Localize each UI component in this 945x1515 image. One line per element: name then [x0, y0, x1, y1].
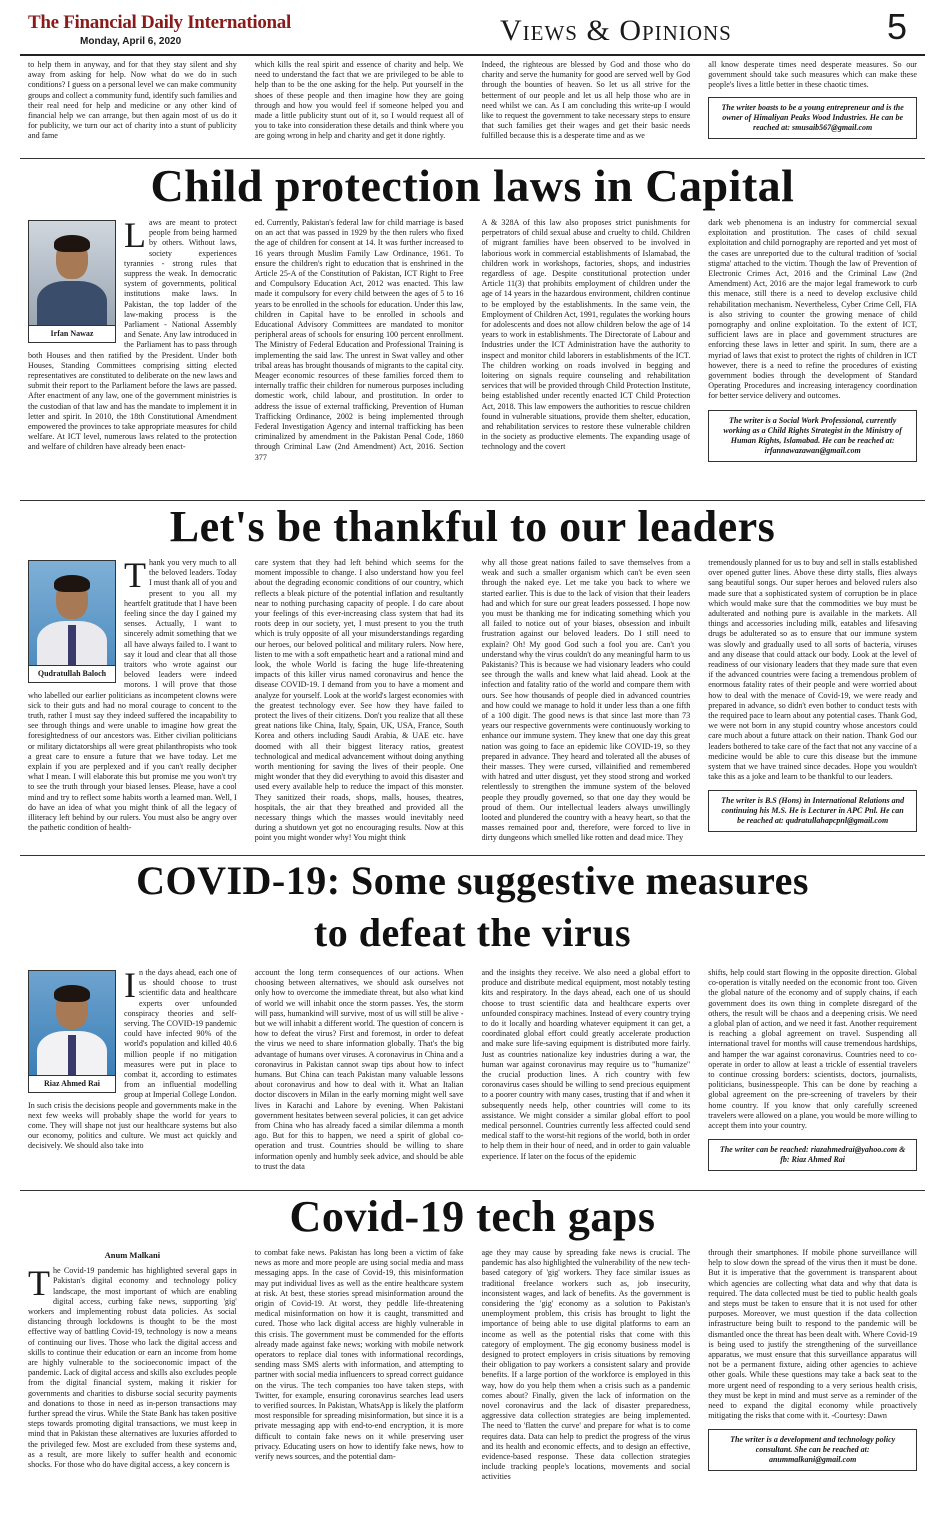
- author-bio: The writer is a development and technology policy consultant. She can be reached at: anummalkani@gmail.com: [708, 1429, 917, 1471]
- column: [482, 558, 691, 850]
- column: [255, 968, 464, 1186]
- body-text: and the insights they receive. We also need a global effort to produce and distribute medical equipment, most notably testing kits and respiratory. In the days ahead, each one of us should choose to trust scientific data and healthcare experts over unfounded conspiracy machines. Instead of every country trying to do it locally and hoarding whatever equipment it can get, a coordinated global effort could greatly accelerate production and make sure life-saving equipment is distributed more fairly. Just as countries nationalize key industries during a war, the human war against coronavirus may require us to "humanize" the crucial production lines. A rich country with few coronavirus cases should be willing to send precious equipment to a poorer country with many cases, trusting that if and when it subsequently needs help, other countries will come to its assistance. We might consider a similar global effort to pool medical personnel. Countries currently less affected could send medical staff to the worst-hit regions of the world, both in order to help them in their hour of need, and in order to gain valuable experience. If later on the focus of the epidemic: [481, 968, 691, 1161]
- body-text: to combat fake news. Pakistan has long been a victim of fake news as more and more people are using social media and mass messaging apps. In the case of Covid-19, this misinformation may put individual lives as well as the entire healthcare system at risk. At best, these stories spread misinformation around the origin of Covid-19. At worst, they peddle life-threatening medical misinformation on how it is caught, transmitted and cured. Those who lack digital access are highly vulnerable in this crisis. The government must be commended for the efforts already made against fake news; working with mobile network operators to replace dial tones with informational recordings, sending mass SMS alerts with information, and attempting to partner with social media influencers to spread correct guidance on the virus. The tech companies too have taken steps, with Twitter, for example, ensuring coronavirus searches lead users to verified sources. In Pakistan, WhatsApp is likely the platform most responsible for spreading misinformation, but since it is a private messaging app with end-to-end encryption, it is more difficult to contain fake news on it while preserving user privacy. Educating users on how to identify fake news, how to verify news sources, and the potential dam-: [254, 1248, 464, 1462]
- article-headline: [20, 855, 925, 959]
- author-byline: Anum Malkani: [104, 1250, 161, 1260]
- column: [708, 1248, 917, 1506]
- portrait-image: [29, 971, 115, 1075]
- body-text: A & 328A of this law also proposes strict punishments for perpetrators of child sexual abuse and cruelty to child. Children of migrant families have been observed to be involved in laborious work in commercial establishments of Islamabad, the children work in workshops, factories, shops, and industries regardless of age. Despite constitutional protection under Article 11(3) that prohibits employment of children under the age of 14 years in the hazardous environment, children continue to be employed by the establishments. In the same vein, the Employment of Children Act, 1991, regulates the working hours for adolescents and does not allow children below the age of 14 years to work in establishments. The Directorate of Labour and Industries under the ICT Administration have the authority to inspect and monitor child laborers in establishments of the ICT. The children working on roads involved in begging and loitering on signals require counseling and rehabilitation services that will be provided through Child Protection Institute, being established under recently enacted ICT Child Protection Act, 2018. This law empowers the authorities to rescue children found in vulnerable situations, provide them shelter, education, and rehabilitation services to restore these vulnerable children in the society as productive elements. The expanding usage of technology and the covert: [481, 218, 691, 452]
- column: [708, 60, 917, 154]
- author-name: Riaz Ahmed Rai: [29, 1075, 115, 1092]
- author-bio: The writer can be reached: riazahmedrai@yahoo.com & fb: Riaz Ahmed Rai: [708, 1139, 917, 1171]
- column: [255, 218, 464, 496]
- body-text: shifts, help could start flowing in the opposite direction. Global co-operation is vitally needed on the economic front too. Given the global nature of the economy and of supply chains, if each government does its own thing in complete disregard of the others, the result will be chaos and a deepening crisis. We need a global plan of action, and we need it fast. Another requirement is reaching a global agreement on travel. Suspending all international travel for months will cause tremendous hardships, and hamper the war against coronavirus. Countries need to co-operate in order to allow at least a trickle of essential travelers to continue crossing borders: scientists, doctors, journalists, politicians, businesspeople. This can be done by reaching a global agreement on the pre-screening of travelers by their home country. If you know that only carefully screened travelers were allowed on a plane, you would be more willing to accept them into your country.: [708, 968, 917, 1131]
- column: [482, 218, 691, 496]
- author-photo: [28, 560, 116, 683]
- body-text: dark web phenomena is an industry for commercial sexual exploitation and prostitution. The cases of child sexual exploitation and child pornography are reported and yet most of the cases are unreported due to the cultural tradition of 'social stigma' attached to the victim. Though the law of Prevention of Electronic Crimes Act, 2016 and the Criminal Law (2nd Amendment) Act, 2016 are the major legal framework to curb this menace, still there is a need to develop exclusive child rehabilitation mechanism. Nevertheless, Cyber Crime Cell, FIA is also striving to counter the growing menace of child pornography and online exploitation. To the extent of ICT, sufficient laws are in place and government structures are enforcing these laws in letter and spirit. In sum, there are a myriad of laws that exist to protect the rights of children in ICT however, there is a need to refine the procedures of existing government bodies through the development of Standard Operating Procedures and increasing interagency coordination for better service delivery and outcomes.: [708, 218, 917, 401]
- drop-cap: T: [28, 1263, 50, 1304]
- column: [482, 1248, 691, 1506]
- author-photo: [28, 220, 116, 343]
- column: [28, 60, 237, 154]
- column: [255, 558, 464, 850]
- paper-name: The Financial Daily International: [28, 12, 291, 33]
- portrait-image: [29, 221, 115, 325]
- body-text: why all those great nations failed to save themselves from a weak and such a smaller organism which can't be even seen through the naked eye. Let me take you back to where we started earlier. This is due to the lack of vision that their leaders had and which for sure our great leaders possessed. I hope now you must be thanking me for indicating something which you all failed to notice out of your biases, obsession and inbuilt frustration against our beloved leaders. Do I still need to explain? Oh! My good God such a fool you are. Can't you understand why the virus couldn't do any meaningful harm to us Pakistanis? This is because we had visionary leaders who could see through the walls and knew what laid ahead. Look at the infection and fatality ratio of the world and compare them with ours. See how thousands of people died in advanced countries and how could we manage to hold it under less than a one fifth of a 100 digit. The good news is that since last more than 73 years our respective governments were continuously working to enhance our immune system. They knew that one day this great nation was going to face an epidemic like COVID-19, so they prepared in advance. They heard and tolerated all the abuses of their masses. They were cursed, villainified and remembered with hatred and utter disgust, yet they stood strong and worked relentlessly to strengthen the immune system of the beloved people they proudly governed, so that one day they would be proud of them. Our intellectual leaders always unwillingly looted and plundered the country with a heavy heart, so that the masses remained poor and, therefore, were forced to live in dirty dungeons which smelled like rotten and dead mice. They: [481, 558, 691, 843]
- column: [28, 558, 237, 850]
- body-text: through their smartphones. If mobile phone surveillance will help to slow down the spread of the virus then it must be done. But it is imperative that the government is transparent about which agencies are collecting what data and why that data is required. The data collected must be tied to public health goals and steps must be taken to ensure that it is not used for other purposes. Moreover, we must question if the data collection infrastructure being built to respond to the pandemic will be dismantled once the threat has been dealt with. Where Covid-19 is being used to justify the strengthening of the surveillance apparatus, we must ensure that this surveillance apparatus will not be a permanent fixture, aiding other agencies to achieve other goals. While these questions may take a back seat to the more urgent need of responding to a very serious health crisis, they must be kept in mind and must serve as a reminder of the need to expand the digital economy while proactively mitigating the risks that come with it. -Courtesy: Dawn: [708, 1248, 917, 1421]
- body-text: age they may cause by spreading fake news is crucial. The pandemic has also highlighted the vulnerability of the new tech-based category of 'gig' workers. They face similar issues as traditional freelance workers such as, job insecurity, inconsistent wages, and lack of benefits. As the government is considering the 'gig' economy as a solution to Pakistan's unemployment problem, this crisis has brought to light the importance of being able to use digital platforms to earn an income as well as the potential risks that come with this category of employment. The gig economy business model is designed to protect employers in crisis situations by removing their obligation to pay workers a consistent salary and provide benefits. If a large portion of the workforce is employed in this way, how do you help them when a crisis such as a pandemic comes about? Finally, given the lack of information on the novel coronavirus and the lack of disaster preparedness, aggressive data collection strategies are being implemented. The need to 'flatten the curve' and prepare for what is to come requires data. Data can help to predict the progress of the virus and its health and economic effects, and to design an effective, evidence-based response. These data collection strategies include tracking people's locations, movements and social activities: [481, 1248, 691, 1482]
- author-name: Irfan Nawaz: [29, 325, 115, 342]
- author-bio: The writer is a Social Work Professional, currently working as a Child Rights Strategist in the Ministry of Human Rights, Islamabad. He can be reached at: irfannawazawan@gmail.com: [708, 410, 917, 462]
- column: [482, 60, 691, 154]
- continued-article: [28, 60, 917, 154]
- drop-cap: T: [124, 558, 146, 595]
- drop-cap: L: [124, 218, 146, 255]
- section-title: Views & Opinions: [500, 14, 732, 47]
- body-text: which kills the real spirit and essence of charity and help. We need to understand the fact that we are privileged to be able to help than to be the one asking for the help. Put yourself in the shoes of these people and then imagine how they are going through and how you would feel if someone helped you and made a little publicity stunt out of it, so I would request all of you to take into consideration these details and think where you are going wrong in help and charity and get it done rightly.: [254, 60, 464, 141]
- column: [28, 218, 237, 496]
- masthead: [20, 6, 925, 56]
- author-name: Qudratullah Baloch: [29, 665, 115, 682]
- body-text: n the days ahead, each one of us should choose to trust scientific data and healthcare experts over unfounded conspiracy theories and self-serving. The COVID-19 pandemic could have infected 90% of the world's population and killed 40.6 million people if no mitigation measures were put in place to combat it, according to estimates from an influential modelling group at Imperial College London. In such crisis the decisions people and governments make in the next few weeks will probably shape the world for years to come. They will shape not just our healthcare systems but also our economy, politics and culture. We must act quickly and decisively. We should also take into: [28, 968, 237, 1151]
- headline-line: COVID-19: Some suggestive measures: [136, 858, 809, 903]
- author-bio: The writer boasts to be a young entrepreneur and is the owner of Himaliyan Peaks Wood Industries. He can be reached at: smusaib567@gmail.com: [708, 97, 917, 139]
- body-text: tremendously planned for us to buy and sell in stalls established over opened gutter lines. Above these dirty stalls, flies always sang beautiful songs. Our super heroes and beloved rulers also made sure that a sophisticated system of corruption be in place which would make sure that the commodities we buy must be adulterated and nothing pure is available in the markets. All things and accessories including milk, eatables and lifesaving drugs be adulterated so as to ensure that our immune system was slowly and gradually used to all sorts of bacteria, viruses and any disease that could attack our body. Look at the level of readiness of our visionary leaders that they made sure that even if the advanced countries were facing a tremendous problem of enormous fatality rates of their people and were worried about how to deal with the menace of Covid-19, we were ready and prepared in advance, so didn't even bother to conduct tests with the required pace to learn about any potential cases. Thank God, we were not born in any stupid country whose ancestors could care much about a future attack on their nation. Thank God our leaders bothered to take care of the fact that not any vaccine of a medicine would be able to cure this disease but the immune system that we have trained since decades. Hope you wouldn't take this as a joke and learn to be thankful to our leaders.: [708, 558, 917, 782]
- article-headline: Child protection laws in Capital: [150, 160, 795, 211]
- column: [708, 558, 917, 850]
- portrait-image: [29, 561, 115, 665]
- author-photo: [28, 970, 116, 1093]
- column: [482, 968, 691, 1186]
- column: [28, 1248, 237, 1506]
- column: [255, 60, 464, 154]
- article-headline: Covid-19 tech gaps: [289, 1192, 656, 1241]
- page-number: 5: [886, 6, 907, 47]
- body-text: all know desperate times need desperate measures. So our government should take such measures which can make these people's lives a little better in these chaotic times.: [708, 60, 917, 90]
- article-thankful-leaders: [28, 558, 917, 850]
- body-text: hank you very much to all the beloved leaders. Today I must thank all of you and present to you all my heartfelt gratitude that I have been feeling since the day I gained my senses. Actually, I want to sincerely admit something that we all have always failed to. I want to say it loud and clear that all those traitors who wrote against our beloved leaders were indeed morons. I will prove that those who labelled our earlier politicians as incompetent clowns were sick to their guts and had no moral courage to concent to the truth, rather I must say they indeed suffered the incapability to see through things and were unable to imagine how great the foresightedness of our ancestors was. Either civilian politicians or military dictatorships all were great philanthropists who took a great care to ensure a future that we have today. Let me explain if you are perplexed and if you can't really decipher what I mean. I will elaborate this but promise me you won't try to see the truth through your biased lenses. Please, have a cool mind and try to reflect some habits worth a learned man. Well, I do have an idea of what you might think of all the legacy of illiteracy left behind by our rulers. You must also be angry over the pathetic condition of health-: [28, 558, 237, 833]
- column: [28, 968, 237, 1186]
- body-text: he Covid-19 pandemic has highlighted several gaps in Pakistan's digital economy and technology policy landscape, the most important of which are enabling digital access, curbing fake news, supporting 'gig' workers and implementing robust data policies. As social distancing through lockdowns is thought to be the most effective way of battling Covid-19, technology is now a means of continuing our lives. Those who lack the digital access and skills to continue their education or earn an income from home are highly vulnerable to the socioeconomic impact of the pandemic. Lack of digital access and skills also excludes people from the digital financial system, making it riskier for governments and charities to disburse social security payments and donations to those in need as in-person transactions may further spread the virus. While the State Bank has taken positive steps towards promoting digital transactions, we must keep in mind that in Pakistan these alternatives are luxuries afforded to the privileged few. Most are excluded from these systems and, as a result, are more likely to suffer health and economic shocks. For those who do have digital access, a key concern is: [28, 1266, 237, 1470]
- column: [708, 968, 917, 1186]
- author-bio: The writer is B.S (Hons) in International Relations and continuing his M.S. He is Lecturer in APC Pnl. He can be reached at: qudratullahapcpnl@gmail.com: [708, 790, 917, 832]
- body-text: aws are meant to protect people from being harmed by others. Without laws, society experiences tyrannies - strong rules that suppress the weak. In democratic system of governments, political institutions make laws. In Pakistan, the top ladder of the law-making process is the Parliament - National Assembly and Senate. Any law introduced in the Parliament has to pass through both Houses and then ratified by the President. Under both Houses, Standing Committees comprising sitting elected representatives are constituted to deliberate on the new laws and submit their report to the Parliament before the laws are passed. After enactment of any law, one of the government ministries is the custodian of that law and has the mandate to implement it in letter and spirit. In 2010, the 18th Constitutional Amendment empowered the provinces to take appropriate measures for child welfare. At ICT level, numerous laws related to the protection and welfare of children have already been enact-: [28, 218, 237, 452]
- body-text: account the long term consequences of our actions. When choosing between alternatives, we should ask ourselves not only how to overcome the immediate threat, but also what kind of world we will inhabit once the storm passes. Yes, the storm will pass, humankind will survive, most of us will still be alive - but we will inhabit a different world. The question of concern is how to defeat the virus? First and foremost, in order to defeat the virus we need to share information globally. That's the big advantage of humans over viruses. A coronavirus in China and a coronavirus in Pakistan cannot swap tips about how to infect humans. But China can teach Pakistan many valuable lessons about coronavirus and how to deal with it. What an Italian doctor discovers in Milan in the early morning might well save lives in Karachi and Lahore by evening. When Pakistani government hesitates between several policies, it can get advice from China who has already faced a similar dilemma a month ago. But for this to happen, we need a spirit of global co-operation and trust. Countries should be willing to share information openly and humbly seek advice, and should be able to trust the data: [254, 968, 464, 1171]
- headline-line: to defeat the virus: [313, 910, 632, 955]
- body-text: care system that they had left behind which seems for the moment impossible to change. I also understand how you feel about the degrading economic conditions of our country, which reflects a bleak picture of the potential inflation and resultantly near to nothing purchasing capacity of people. I do care about your feelings of this ever-increasing class system that had its roots deep in our society, yet, I must present to you the truth which is truly opposite of all your misunderstandings regarding our heroes, our beloved political and military rulers. Now here, listen to me with a soft empathetic heart and a rational mind and look, the whole World is facing the huge life-threatening impacts of this killer virus named coronavirus and hence the disease COVID-19. I demand from you to have a moment and analyze for yourself. Look at the world's largest economies with the greatest technology ever. See how they have failed to protect the lives of their citizens. Don't you realize that all these great nations like China, Italy, Spain, UK, USA, France, South Korea and others including Saudi Arabia, & UAE etc. have doomed with all their biggest literacy ratios, greatest technological and medical advancement without doing anything worth mentioning for saving the lives of their people. One might wonder that they did everything to avoid this disaster and used every available help to reduce the impact of this monster. They sanitized their roads, shops, malls, houses, theatres, hospitals, the air that they breathed and provided all the necessary things which the masses would inevitably need during a shutdown yet got no encouraging results. Now at this point you might wonder why! You might think: [254, 558, 464, 843]
- article-covid-tech-gaps: [28, 1248, 917, 1506]
- column: [255, 1248, 464, 1506]
- drop-cap: I: [124, 968, 136, 1005]
- column: [708, 218, 917, 496]
- body-text: to help them in anyway, and for that they stay silent and shy away from asking for help. Now what do we do in such conditions? I guess on a personal level we can make community groups and collect a community fund, identify such families and their real need for help and medicine or any other kind of financial help we can arrange, but then again most of us do it for publicity, we turn our act of charity into a stunt of publicity and fame: [28, 60, 237, 141]
- article-child-protection: [28, 218, 917, 496]
- body-text: Indeed, the righteous are blessed by God and those who do charity and serve the humanity for good are served well by God through the bounties of heaven. So let us all strive for the betterment of our people and let us all help those who are in need whilst we can. As I am concluding this write-up I would like to request the government to take necessary steps to ensure that such families get their wages and get their basic needs fulfilled because this is a desperate time and as we: [481, 60, 691, 141]
- article-headline: Let's be thankful to our leaders: [169, 502, 776, 551]
- body-text: ed. Currently, Pakistan's federal law for child marriage is based on an act that was passed in 1929 by the then rulers who fixed the age of children for consent at 14. It was further increased to 16 years through Muslim Family Law Ordinance, 1961. To ensure the children's right to education that is enshrined in the Article 25-A of the Constitution of Pakistan, ICT Right to Free and Compulsory Education Act, 2012 was enacted. This law made it compulsory for every child between the ages of 5 to 16 years to be enrolled in the schools for education. Under this law, children in Capital have to be enrolled in schools and Educational Advisory Committees are mandated to monitor peripheral areas of schools for ensuring 100 percent enrollment. The Ministry of Federal Education and Professional Training is implementing the said law. The unrest in Swat valley and other tribal areas has brought thousands of migrants to the capital city. Meager economic resources of these families forced them to internally traffic their children for numerous purposes including domestic work, child labour, and prostitution. In order to address the issue of external trafficking, Prevention of Human Trafficking Ordinance, 2002 is being implemented through Federal Investigation Agency and internal trafficking has been criminalized by amendment in the Pakistan Penal Code, 1860 through Criminal Law (2nd Amendment) Act, 2016. Section 377: [254, 218, 464, 462]
- article-covid-measures: [28, 968, 917, 1186]
- issue-date: Monday, April 6, 2020: [80, 36, 182, 47]
